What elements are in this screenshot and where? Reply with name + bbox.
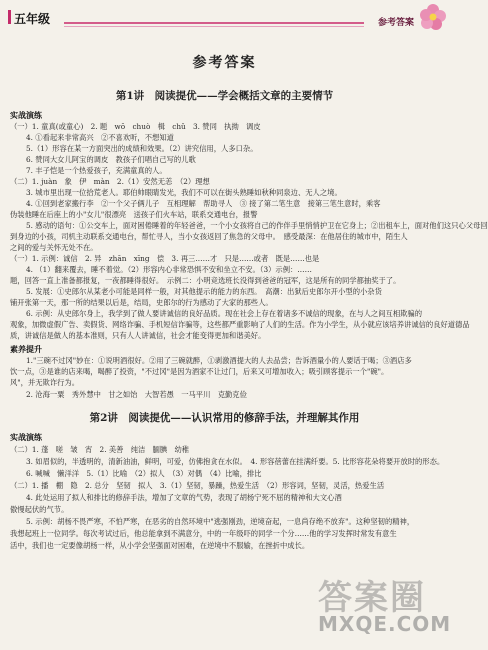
lesson2-line: （二）1. 播 棚 隐 2. 总分 坚韧 拟人 3.（1）坚韧，暴躁，热爱生活 （2）形容词，坚韧，灵活，热爱生活 xyxy=(10,481,385,490)
lesson2-line: 3. 如眉似的，半透明的，清新油油，鲜明，可爱，仿佛抱贪在水似。 4. 形容蓓蕾在挂满纤要。5. 比形容花朵将要开放时的形态。 xyxy=(26,457,445,466)
watermark-logo: 答案圈 xyxy=(318,578,426,618)
answer-tag: 参考答案 xyxy=(378,18,415,28)
lesson1-line: 铺开张第一天，那一所的结果以后是，结局，史郎尔的行为感动了大家的那些人。 xyxy=(10,298,273,307)
lesson1-line: 4. （1）翻来覆去，睡不着觉。（2）形容内心非常恐惧不安和坐立不安。（3）示例：…… xyxy=(26,265,312,274)
grade-label: 五年级 xyxy=(14,12,51,26)
flower-icon xyxy=(418,2,448,32)
lesson2-line: 我想起班上一位同学。每次考试过后，他总能拿到不满意分，中的一年级吓的同学一个分……他的学习发挥时常发有意生 xyxy=(10,529,397,538)
lesson1-line: 7. 丰子恺是一个热爱孩子，充满童真的人。 xyxy=(26,166,167,175)
lesson2-line: 4. 此处运用了拟人和排比的修辞手法，增加了文章的气势，表现了胡杨宁死不屈的精神和大文心酒 xyxy=(26,493,342,502)
lesson1-line: 5. 感动的语句：①公交车上，面对困倦睡着的年轻爸爸，一个小女孩将自己的作伴手里悄悄护卫在它身上；②出租车上，面对他们这只心父母回 xyxy=(26,221,488,230)
lesson1-line: 5. 发展：①史郎尔从某老小可能是同样一般，对其他提示的能力的东西。 高潮：出狱后史郎尔开小型的小杂货 xyxy=(26,287,382,296)
lesson1-line: 6. 示例：从史郎尔身上，我学到了做人要讲诚信的良好品质。现在社会上存在着诸多不诚信的现象，在与人之间互相欺骗的 xyxy=(26,309,423,318)
lesson2-heading: 第2讲 阅读提优——认识常用的修辞手法，并理解其作用 xyxy=(89,412,360,424)
lesson1-line: 4. ①看起来非常高兴 ②不喜欢听，不想知道 xyxy=(26,133,174,142)
page-title: 参考答案 xyxy=(192,55,257,71)
lesson2-line: 活中，我们也一定要像胡杨一样，从小学会坚强面对困难，在逆境中不服输，在挫折中成长。 xyxy=(10,541,310,550)
improve-line: 2. 沧海一粟 秀外慧中 甘之如饴 大智若愚 一马平川 克勤克俭 xyxy=(26,390,247,399)
improve-line: 饮一点，③是谁的店来喝，喝醉了投资，"不过冈"是因为酒家不让过门，后来又可增加收入；吸引顾客提示一个"碗"。 xyxy=(10,367,389,376)
lesson1-line: 题，回答一直上准备都报复，一夜都睡得很好。 示例二：小明竞选班长没得到爸爸的冠军，这是所有的同学都抽奖于了。 xyxy=(10,276,401,285)
lesson2-line: 6. 喊喊 懒洋洋 5.（1）比喻 （2）拟人 （3）对偶 （4）比喻，排比 xyxy=(26,469,262,478)
lesson1-line: （一）1. 示例：诚信 2. 异 zhān xīng 偿 3. 再三……才 只是……或者 既是……也是 xyxy=(10,254,320,263)
lesson1-line: 3. 城市里出现一位拾荒老人。耶伯帅眼睛发光，我们不可以在街头熟睡如秋种同泉边、无人之境。 xyxy=(26,188,342,197)
lesson1-line: 5.（1）形容在某一方面突出的成绩和效果。（2）讲究信用，人多口杂。 xyxy=(26,144,258,153)
lesson1-line: 4. ①回到老家搬行李 ②一个父子俩儿子 互相理解 帮助寻人 ③ 接了第二笔生意 接第三笔生意时，乘客 xyxy=(26,199,381,208)
lesson2-line: 5. 示例：胡杨不畏严寒，不怕严寒，在恶劣的自然环境中"逃强刚劲，逆境奋起，一息尚存绝不放弃"。这种坚韧的精神， xyxy=(26,517,415,526)
improve-line: 风"，并无欺诈行为。 xyxy=(10,378,80,387)
improve-line: 1."三碗不过冈"妙在：①说明酒很好。②用了三碗就醉，①剥激酒提大的人去品尝；告诉酒量小的人要话于喝；③酒店多 xyxy=(26,356,412,365)
lesson1-line: 伪装他睡在后座上的小"女儿"很漂亮 送孩子们火车站，联系交通电台，报警 xyxy=(10,210,258,219)
lesson2-practice-label: 实战演练 xyxy=(10,433,42,442)
lesson1-line: 观象，加微虚假广告、卖假货、网络诈骗、手机短信诈骗等，这些都严重影响了人们的生活。作为小学生，从小就应该培养讲诚信的良好道德品 xyxy=(10,320,470,329)
lesson1-line: （二）1. juàn 象 伊 màn 2.（1）安然无恙 （2）理想 xyxy=(10,177,210,186)
lesson1-improve-label: 素养提升 xyxy=(10,345,42,354)
lesson2-line: 傲慢起伏的气节。 xyxy=(10,505,69,514)
lesson2-line: （二）1. 蓬 嗟 皱 宵 2. 美善 纯洁 腼腆 幼稚 xyxy=(10,445,190,454)
lesson1-heading: 第1讲 阅读提优——学会概括文章的主要情节 xyxy=(115,90,334,102)
header-rule-thin xyxy=(64,26,364,27)
header-rule xyxy=(64,22,364,24)
page-header xyxy=(0,0,449,36)
lesson1-practice-label: 实战演练 xyxy=(10,111,42,120)
lesson1-line: 之间的爱与关怀无处不在。 xyxy=(10,243,98,252)
watermark-url: MXQE.COM xyxy=(318,612,452,636)
lesson1-line: 6. 赞同大女儿阿宝的调皮 教孩子们唱自己写的儿歌 xyxy=(26,155,196,164)
lesson1-line: 质，讲诚信是做人的基本准则，只有人人讲诚信，社会才能变得更加和谐美好。 xyxy=(10,331,266,340)
lesson1-line: 到身边的小孩，司机主动联系交通电台，帮忙寻人，当小女孩返回了焦急的父母中。 感受最深：在他居住的城市中，陌生人 xyxy=(10,232,408,241)
lesson1-line: （一）1. 童真(或童心) 2. 题 wō chuò 楫 chǔ 3. 赞同 执拗 调皮 xyxy=(10,122,261,131)
